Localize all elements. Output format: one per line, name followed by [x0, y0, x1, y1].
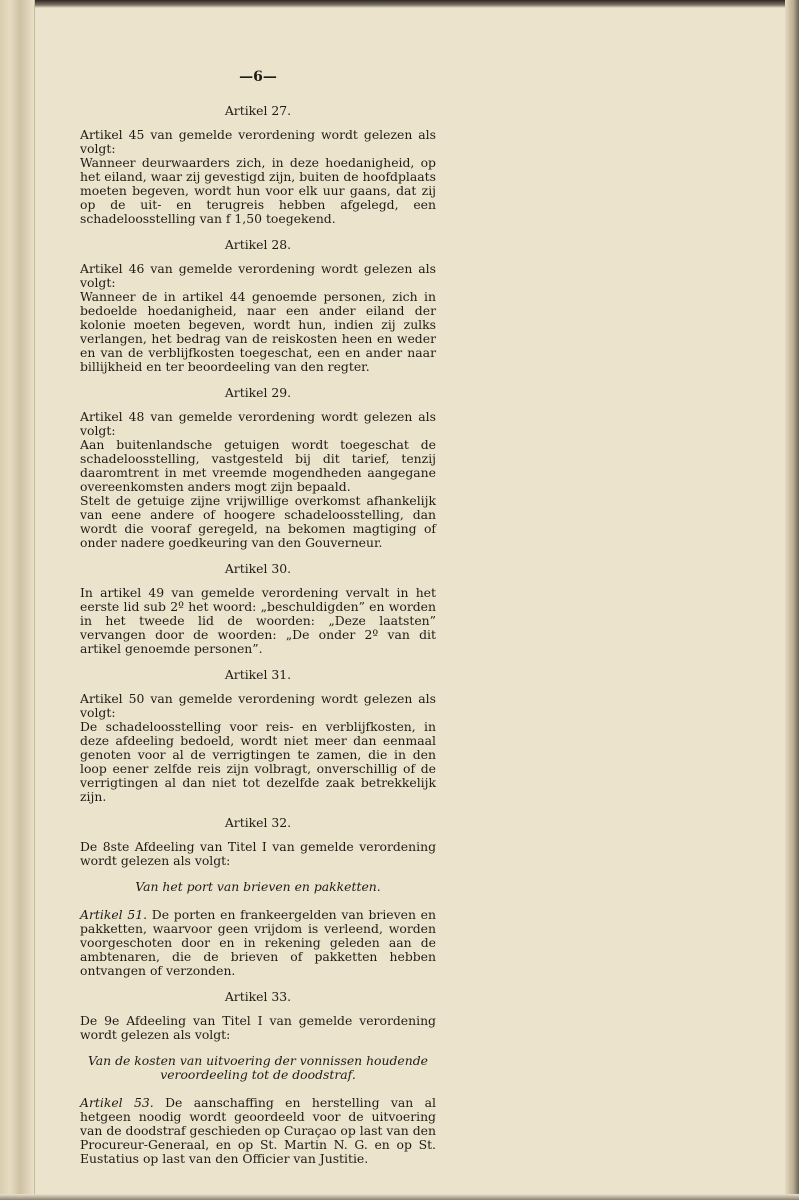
article-heading: Artikel 27.: [224, 103, 292, 118]
article-heading: Artikel 31.: [224, 667, 292, 682]
article-body: [80, 840, 436, 868]
article-paragraph: Artikel 46 van gemelde verordening wordt gelezen als volgt:: [80, 261, 436, 290]
inline-article-text: De porten en frankeergelden van brieven en pakketten, waarvoor geen vrijdom is verleend, worden voorgeschoten door en in rekening geleden aan de ambtenaren, die de brieven of pakketten hebben ontvangen of verzonden.: [80, 907, 436, 978]
article-paragraph: Artikel 50 van gemelde verordening wordt gelezen als volgt:: [80, 691, 436, 720]
article-body: [80, 410, 436, 550]
article-paragraph: Wanneer de in artikel 44 genoemde personen, zich in bedoelde hoedanigheid, naar een ander eiland der kolonie moeten begeven, wordt hun, indien zij zulks verlangen, het bedrag van de reiskosten heen en weder en van de verblijfkosten toegeschat, een en ander naar billijkheid en ter beoordeeling van den regter.: [80, 289, 436, 374]
article-heading: Artikel 29.: [224, 385, 292, 400]
article-heading: Artikel 30.: [224, 561, 292, 576]
article-paragraph: In artikel 49 van gemelde verordening vervalt in het eerste lid sub 2º het woord: „beschuldigden” en worden in het tweede lid de woorden: „Deze laatsten” vervangen door de woorden: „De onder 2º van dit artikel genoemde personen”.: [80, 585, 436, 656]
article-body: [80, 1096, 436, 1166]
inline-article-text: De aanschaffing en herstelling van al hetgeen noodig wordt geoordeeld voor de uitvoering van de doodstraf geschieden op Curaçao op last van den Procureur-Generaal, en op St. Martin N. G. en op St. Eustatius op last van den Officier van Justitie.: [80, 1095, 436, 1166]
article-paragraph: Aan buitenlandsche getuigen wordt toegeschat de schadeloosstelling, vastgesteld bij dit tarief, tenzij daaromtrent in met vreemde mogendheden aangegane overeenkomsten anders mogt zijn bepaald.: [80, 437, 436, 494]
article-body: [80, 128, 436, 226]
article-paragraph: [80, 908, 436, 978]
section-subtitle: Van het port van brieven en pakketten.: [135, 879, 381, 894]
page-binding-edge: [0, 0, 35, 1200]
article-body: [80, 908, 436, 978]
inline-article-label: Artikel 51.: [80, 907, 148, 922]
article-heading: Artikel 33.: [224, 989, 292, 1004]
article-paragraph: De 9e Afdeeling van Titel I van gemelde verordening wordt gelezen als volgt:: [80, 1013, 436, 1042]
article-paragraph: [80, 1096, 436, 1166]
article-paragraph: De 8ste Afdeeling van Titel I van gemelde verordening wordt gelezen als volgt:: [80, 839, 436, 868]
page-number: —6—: [239, 69, 277, 85]
article-body: [80, 1014, 436, 1042]
article-body: [80, 262, 436, 374]
article-heading: Artikel 32.: [224, 815, 292, 830]
article-paragraph: Artikel 48 van gemelde verordening wordt gelezen als volgt:: [80, 409, 436, 438]
page-bottom-edge: [0, 1194, 799, 1200]
article-paragraph: Wanneer deurwaarders zich, in deze hoedanigheid, op het eiland, waar zij gevestigd zijn, buiten de hoofdplaats moeten begeven, wordt hun voor elk uur gaans, dat zij op de uit- en terugreis hebben afgelegd, een schadeloosstelling van f 1,50 toegekend.: [80, 155, 436, 226]
page-right-edge: [785, 0, 799, 1200]
inline-article-label: Artikel 53.: [80, 1095, 154, 1110]
article-paragraph: Stelt de getuige zijne vrijwillige overkomst afhankelijk van eene andere of hoogere schadeloosstelling, dan wordt die vooraf geregeld, na bekomen magtiging of onder nadere goedkeuring van den Gouverneur.: [80, 493, 436, 550]
article-paragraph: De schadeloosstelling voor reis- en verblijfkosten, in deze afdeeling bedoeld, wordt niet meer dan eenmaal genoten voor al de verrigtingen te zamen, die in den loop eener zelfde reis zijn volbragt, onverschillig of de verrigtingen al dan niet tot dezelfde zaak betrekkelijk zijn.: [80, 719, 436, 804]
article-paragraph: Artikel 45 van gemelde verordening wordt gelezen als volgt:: [80, 127, 436, 156]
section-subtitle: Van de kosten van uitvoering der vonnissen houdende veroordeeling tot de doodstraf.: [87, 1053, 429, 1082]
article-heading: Artikel 28.: [224, 237, 292, 252]
article-body: [80, 586, 436, 656]
article-body: [80, 692, 436, 804]
page-top-edge: [0, 0, 799, 8]
text-column: [80, 70, 436, 1178]
